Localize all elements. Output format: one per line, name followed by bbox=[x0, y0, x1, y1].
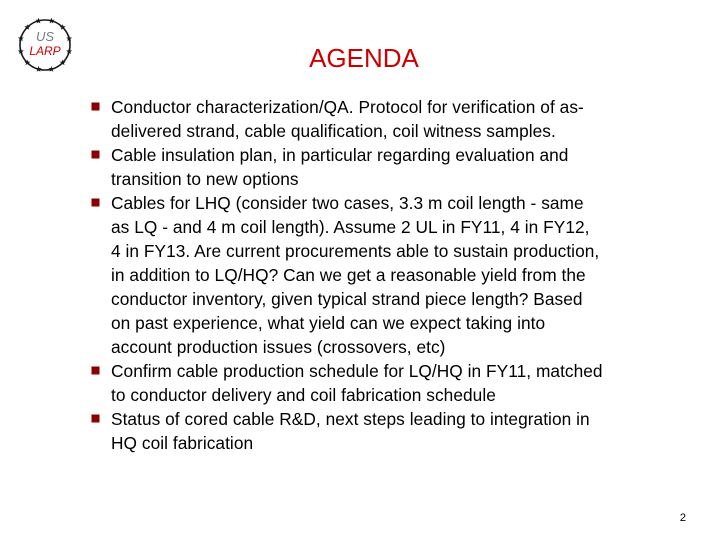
agenda-item-line: account production issues (crossovers, etc) bbox=[111, 337, 446, 357]
agenda-item-line: Confirm cable production schedule for LQ/HQ in FY11, matched bbox=[111, 361, 603, 381]
agenda-item-line: in addition to LQ/HQ? Can we get a reasonable yield from the bbox=[111, 265, 586, 285]
square-bullet-icon bbox=[91, 150, 100, 159]
agenda-item-line: on past experience, what yield can we expect taking into bbox=[111, 313, 546, 333]
agenda-item-line: conductor inventory, given typical strand piece length? Based bbox=[111, 289, 583, 309]
agenda-item bbox=[90, 407, 690, 455]
agenda-item-line: delivered strand, cable qualification, coil witness samples. bbox=[111, 121, 556, 141]
agenda-item bbox=[90, 143, 690, 191]
agenda-item-line: HQ coil fabrication bbox=[111, 433, 254, 453]
square-bullet-icon bbox=[91, 102, 100, 111]
agenda-list bbox=[90, 95, 690, 455]
agenda-item-line: Cables for LHQ (consider two cases, 3.3 m coil length - same bbox=[111, 193, 584, 213]
agenda-item-line: 4 in FY13. Are current procurements able to sustain production, bbox=[111, 241, 600, 261]
agenda-item-line: transition to new options bbox=[111, 169, 299, 189]
agenda-item-line: Cable insulation plan, in particular regarding evaluation and bbox=[111, 145, 569, 165]
logo-text-larp: LARP bbox=[29, 44, 61, 58]
slide-title: AGENDA bbox=[309, 43, 419, 73]
agenda-item bbox=[90, 191, 690, 359]
logo-text-us: US bbox=[35, 29, 55, 44]
page-number: 2 bbox=[679, 512, 686, 524]
square-bullet-icon bbox=[91, 366, 100, 375]
square-bullet-icon bbox=[91, 414, 100, 423]
agenda-item-line: as LQ - and 4 m coil length). Assume 2 UL in FY11, 4 in FY12, bbox=[111, 217, 590, 237]
square-bullet-icon bbox=[91, 198, 100, 207]
agenda-item-line: Status of cored cable R&D, next steps leading to integration in bbox=[111, 409, 590, 429]
star-icon bbox=[48, 18, 54, 24]
agenda-item-line: to conductor delivery and coil fabrication schedule bbox=[111, 385, 496, 405]
agenda-item-line: Conductor characterization/QA. Protocol for verification of as- bbox=[111, 97, 584, 117]
star-icon bbox=[35, 18, 41, 24]
agenda-item bbox=[90, 95, 690, 143]
agenda-item bbox=[90, 359, 690, 407]
